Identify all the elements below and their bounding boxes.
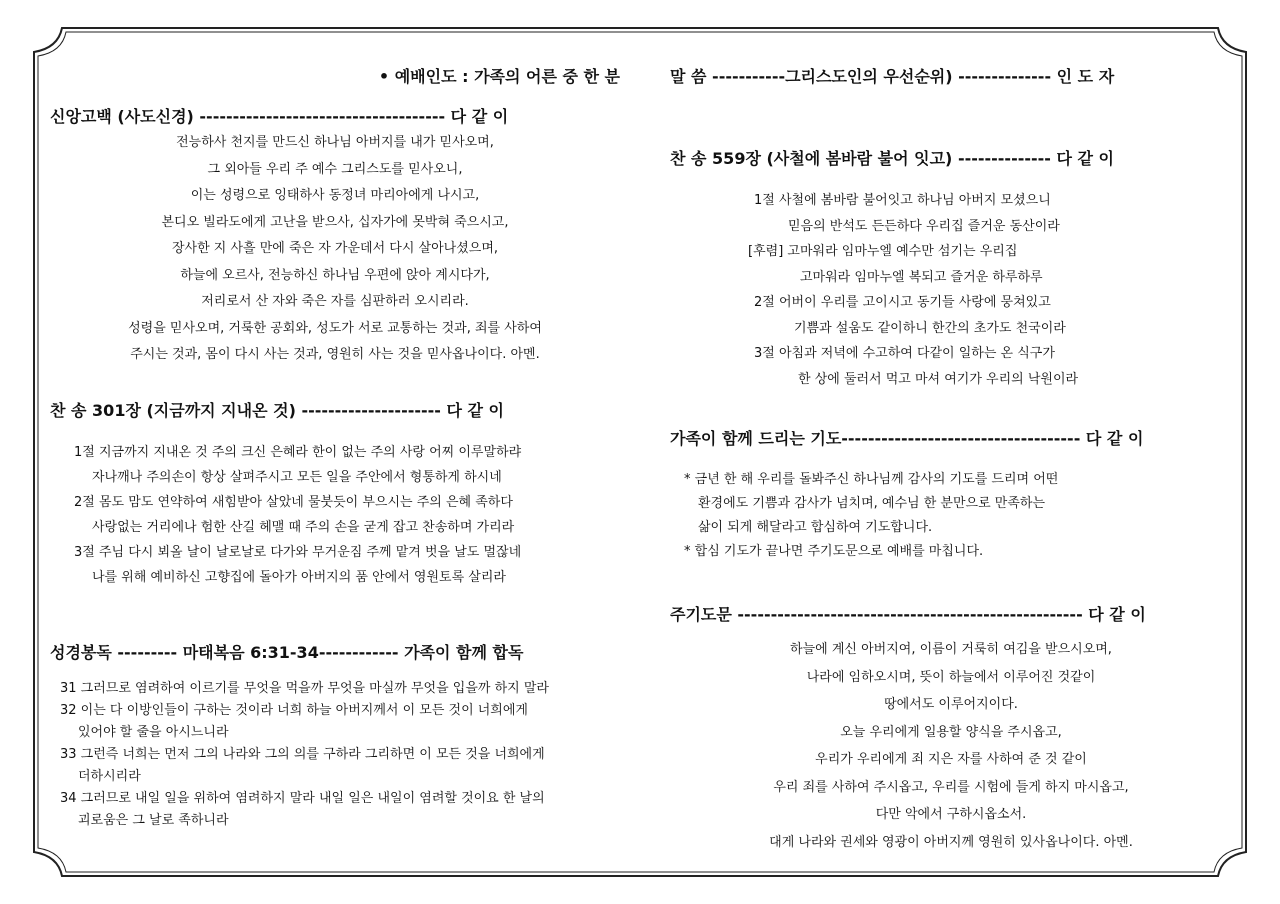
prayer-line: 환경에도 기쁨과 감사가 넘치며, 예수님 한 분만으로 만족하는 bbox=[698, 496, 1046, 511]
hymn-559-section bbox=[670, 148, 1232, 392]
hymn-559-heading: 찬 송 559장 (사철에 봄바람 불어 잇고) -------------- 다 같 이 bbox=[670, 149, 1114, 168]
verse-line: 2절 어버이 우리를 고이시고 동기들 사랑에 뭉쳐있고 bbox=[754, 295, 1051, 310]
creed-section bbox=[50, 106, 620, 369]
verse-line: 고마워라 임마누엘 복되고 즐거운 하루하루 bbox=[800, 269, 1043, 285]
prayer-line: 삶이 되게 해달라고 합심하여 기도합니다. bbox=[698, 520, 933, 535]
verse-line: 사랑없는 거리에나 험한 산길 헤맬 때 주의 손을 굳게 잡고 찬송하며 가리라 bbox=[92, 520, 515, 535]
verse-line: 자나깨나 주의손이 항상 살펴주시고 모든 일을 주안에서 형통하게 하시네 bbox=[92, 470, 502, 485]
worship-leader-line: • 예배인도 : 가족의 어른 중 한 분 bbox=[378, 67, 620, 86]
verse-line: 1절 지금까지 지내온 것 주의 크신 은혜라 한이 없는 주의 사랑 어찌 이루말하랴 bbox=[74, 445, 522, 460]
creed-line: 성령을 믿사오며, 거룩한 공회와, 성도가 서로 교통하는 것과, 죄를 사하여 bbox=[128, 320, 542, 336]
verse-line: 믿음의 반석도 든든하다 우리집 즐거운 동산이라 bbox=[788, 218, 1060, 234]
creed-line: 이는 성령으로 잉태하사 동정녀 마리아에게 나시고, bbox=[190, 188, 480, 203]
hymn-301-heading: 찬 송 301장 (지금까지 지내온 것) --------------------- 다 같 이 bbox=[50, 401, 504, 420]
scripture-verses bbox=[50, 678, 620, 832]
creed-line: 전능하사 천지를 만드신 하나님 아버지를 내가 믿사오며, bbox=[176, 135, 494, 150]
lords-prayer-line: 나라에 임하오시며, 뜻이 하늘에서 이루어진 것같이 bbox=[806, 669, 1096, 685]
lords-prayer-text bbox=[670, 636, 1232, 856]
lords-prayer-line: 하늘에 계신 아버지여, 이름이 거룩히 여김을 받으시오며, bbox=[790, 642, 1112, 657]
sermon-heading: 말 씀 -----------그리스도인의 우선순위) -------------- 인 도 자 bbox=[670, 67, 1115, 86]
hymn-301-section bbox=[50, 400, 620, 590]
creed-line: 그 외아들 우리 주 예수 그리스도를 믿사오니, bbox=[207, 161, 463, 177]
scripture-line: 34 그러므로 내일 일을 위하여 염려하지 말라 내일 일은 내일이 염려할 것이요 한 날의 bbox=[60, 791, 545, 806]
creed-line: 장사한 지 사흘 만에 죽은 자 가운데서 다시 살아나셨으며, bbox=[171, 241, 499, 256]
verse-line: 나를 위해 예비하신 고향집에 돌아가 아버지의 품 안에서 영원토록 살리라 bbox=[92, 570, 506, 585]
prayer-line: * 금년 한 해 우리를 돌봐주신 하나님께 감사의 기도를 드리며 어떤 bbox=[684, 472, 1059, 487]
scripture-line: 괴로움은 그 날로 족하니라 bbox=[78, 813, 229, 828]
creed-heading: 신앙고백 (사도신경) ------------------------------------- 다 같 이 bbox=[50, 107, 509, 126]
lords-prayer-line: 다만 악에서 구하시옵소서. bbox=[875, 807, 1027, 822]
verse-line: 1절 사철에 봄바람 불어잇고 하나님 아버지 모셨으니 bbox=[754, 193, 1051, 208]
scripture-line: 33 그런즉 너희는 먼저 그의 나라와 그의 의를 구하라 그리하면 이 모든 것을 너희에게 bbox=[60, 747, 545, 762]
prayer-heading: 가족이 함께 드리는 기도------------------------------------ 다 같 이 bbox=[670, 429, 1144, 448]
scripture-line: 32 이는 다 이방인들이 구하는 것이라 너희 하늘 아버지께서 이 모든 것이 너희에게 bbox=[60, 703, 528, 718]
scripture-section bbox=[50, 642, 620, 832]
lords-prayer-heading: 주기도문 ---------------------------------------------------- 다 같 이 bbox=[670, 605, 1146, 624]
prayer-section bbox=[670, 428, 1232, 564]
scripture-line: 더하시리라 bbox=[78, 769, 141, 784]
creed-text bbox=[50, 130, 620, 369]
lords-prayer-line: 대게 나라와 권세와 영광이 아버지께 영원히 있사옵나이다. 아멘. bbox=[769, 834, 1133, 850]
scripture-heading: 성경봉독 --------- 마태복음 6:31-34------------ 가족이 함께 합독 bbox=[50, 643, 524, 662]
verse-line: 한 상에 둘러서 먹고 마셔 여기가 우리의 낙원이라 bbox=[798, 371, 1079, 387]
lords-prayer-line: 오늘 우리에게 일용할 양식을 주시옵고, bbox=[840, 724, 1062, 740]
hymn-301-verses bbox=[50, 440, 620, 590]
creed-line: 주시는 것과, 몸이 다시 사는 것과, 영원히 사는 것을 믿사옵나이다. 아멘. bbox=[130, 347, 540, 362]
lords-prayer-section bbox=[670, 604, 1232, 856]
scripture-line: 31 그러므로 염려하여 이르기를 무엇을 먹을까 무엇을 마실까 무엇을 입을까 하지 말라 bbox=[60, 681, 549, 696]
verse-line: 3절 아침과 저녁에 수고하여 다같이 일하는 온 식구가 bbox=[754, 346, 1055, 361]
creed-line: 하늘에 오르사, 전능하신 하나님 우편에 앉아 계시다가, bbox=[180, 267, 490, 283]
scripture-line: 있어야 할 줄을 아시느니라 bbox=[78, 725, 229, 740]
verse-line: 기쁨과 설움도 같이하니 한간의 초가도 천국이라 bbox=[794, 320, 1066, 336]
creed-line: 본디오 빌라도에게 고난을 받으사, 십자가에 못박혀 죽으시고, bbox=[161, 214, 509, 230]
verse-line: [후렴] 고마워라 임마누엘 예수만 섬기는 우리집 bbox=[748, 244, 1018, 259]
verse-line: 2절 몸도 맘도 연약하여 새힘받아 살았네 물붓듯이 부으시는 주의 은혜 족하다 bbox=[74, 495, 513, 510]
hymn-559-verses bbox=[670, 188, 1232, 392]
lords-prayer-line: 땅에서도 이루어지이다. bbox=[884, 697, 1018, 712]
lords-prayer-line: 우리 죄를 사하여 주시옵고, 우리를 시험에 들게 하지 마시옵고, bbox=[773, 779, 1129, 795]
prayer-line: * 합심 기도가 끝나면 주기도문으로 예배를 마칩니다. bbox=[684, 544, 984, 559]
prayer-text bbox=[670, 468, 1232, 564]
lords-prayer-line: 우리가 우리에게 죄 지은 자를 사하여 준 것 같이 bbox=[815, 752, 1087, 767]
verse-line: 3절 주님 다시 뵈올 날이 날로날로 다가와 무거운짐 주께 맡겨 벗을 날도 멀잖네 bbox=[74, 545, 522, 560]
creed-line: 저리로서 산 자와 죽은 자를 심판하러 오시리라. bbox=[201, 294, 469, 309]
